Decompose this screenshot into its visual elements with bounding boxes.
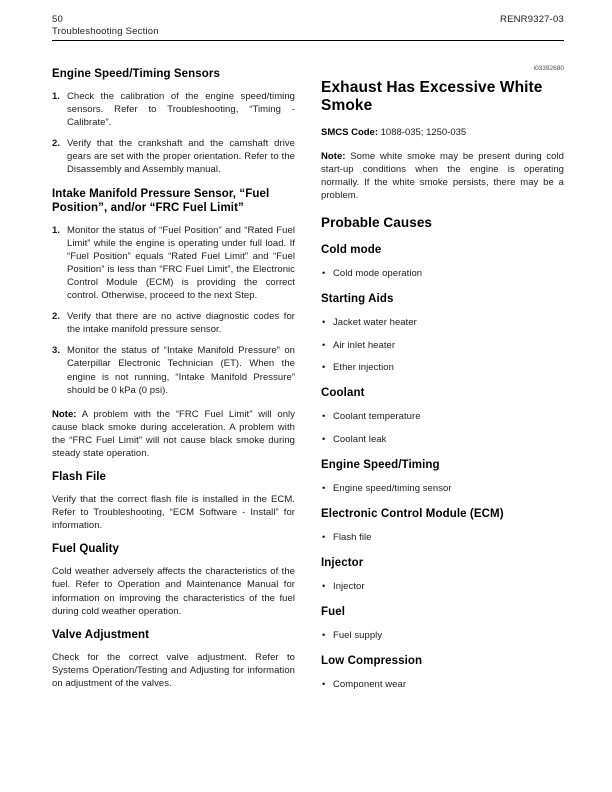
cause-group-heading-fuel: Fuel [321,605,346,618]
cause-item-text: Component wear [333,678,407,690]
section-heading-engine-speed-timing-sensors: Engine Speed/Timing Sensors [52,68,220,80]
cause-item-text: Coolant leak [333,433,387,445]
section-body-fuel-quality: Cold weather adversely affects the characteristics of the fuel. Refer to Operation and Maintenance Manual for information on improving the characteristics of the fuel during cold weather operation. [52,566,295,617]
cause-group-heading-injector: Injector [321,556,364,569]
right-column [321,58,564,698]
page-number: 50 [52,14,63,25]
note-text: Some white smoke may be present during cold start-up conditions when the engine is operating normally. If the white smoke persists, there may be a problem. [321,151,564,202]
numbered-step [52,224,295,303]
cause-group-heading-coolant: Coolant [321,387,365,400]
cause-group-heading-engine-speed-timing: Engine Speed/Timing [321,458,440,471]
bullet-icon: • [322,339,326,351]
section-body-valve-adjustment: Check for the correct valve adjustment. Refer to Systems Operation/Testing and Adjusting for information on adjustment of the valves. [52,651,295,689]
list-item [321,482,564,495]
step-text: Verify that the crankshaft and the camshaft drive gears are set with the proper orientation. Refer to the Disassembly and Assembly manual. [67,138,295,176]
left-column [52,58,295,698]
list-item [321,629,564,642]
list-item [321,580,564,593]
step-number: 2. [52,311,61,323]
list-item [321,433,564,446]
bullet-icon: • [322,629,326,641]
smcs-code-value: 1088-035; 1250-035 [380,127,467,138]
bullet-icon: • [322,362,326,374]
note-text: A problem with the “FRC Fuel Limit” will only cause black smoke during acceleration. A problem with the “FRC Fuel Limit” will not cause black smoke during steady state operation. [52,408,296,459]
section-heading-flash-file: Flash File [52,471,107,484]
cause-item-text: Cold mode operation [333,268,423,280]
bullet-icon: • [322,411,326,423]
list-item [321,410,564,423]
step-text: Monitor the status of “Fuel Position” and “Rated Fuel Limit” while the engine is operating under full load. If “Fuel Position” equals “Rated Fuel Limit” and “Fuel Position” is less than “FRC Fuel Limit”, the Electronic Control Module (ECM) is providing the correct control. Otherwise, proceed to the next Step. [67,224,295,302]
note-paragraph [321,150,564,202]
note-label: Note: [52,408,77,420]
list-item [321,361,564,374]
step-number: 1. [52,224,61,236]
section-heading-valve-adjustment: Valve Adjustment [52,628,150,641]
step-number: 1. [52,91,61,102]
cause-group-heading-ecm: Electronic Control Module (ECM) [321,507,504,520]
bullet-icon: • [322,580,326,592]
step-text: Verify that there are no active diagnostic codes for the intake manifold pressure sensor. [67,311,295,336]
bullet-icon: • [322,268,326,280]
revision-id: i03392680 [533,65,564,72]
list-item [321,339,564,352]
document-code: RENR9327-03 [500,14,564,25]
list-item [321,678,564,691]
cause-group-heading-starting-aids: Starting Aids [321,293,394,306]
smcs-code-label: SMCS Code: [321,127,378,138]
smcs-code [321,126,564,139]
numbered-step [52,310,295,336]
list-item [321,316,564,329]
note-label: Note: [321,151,346,162]
note-paragraph [52,408,295,460]
cause-item-text: Air inlet heater [333,339,396,351]
bullet-icon: • [322,482,326,494]
cause-item-text: Fuel supply [333,629,383,641]
bullet-icon: • [322,433,326,445]
bullet-icon: • [322,531,326,543]
bullet-icon: • [322,317,326,329]
probable-causes-heading: Probable Causes [321,215,433,231]
cause-item-text: Ether injection [333,362,394,374]
page-body [52,58,564,698]
topic-title: Exhaust Has Excessive White Smoke [321,79,543,114]
step-text: Monitor the status of “Intake Manifold Pressure” on Caterpillar Electronic Technician (ET). When the engine is not running, “Intake Manifold Pressure” should be 0 kPa (0 psi). [67,345,295,396]
list-item [321,531,564,544]
cause-item-text: Jacket water heater [333,317,417,329]
cause-item-text: Coolant temperature [333,411,421,423]
list-item [321,267,564,280]
bullet-icon: • [322,678,326,690]
numbered-step [52,137,295,176]
section-body-flash-file: Verify that the correct flash file is installed in the ECM. Refer to Troubleshooting, “ECM Software - Install” for information. [52,494,295,532]
header-section-title: Troubleshooting Section [52,26,159,37]
cause-group-heading-low-compression: Low Compression [321,654,423,667]
section-heading-fuel-quality: Fuel Quality [52,543,120,556]
numbered-step [52,344,295,396]
cause-group-heading-cold-mode: Cold mode [321,244,382,257]
numbered-step [52,90,295,129]
cause-item-text: Injector [333,580,365,592]
page-header [52,14,564,41]
section-heading-intake-manifold-pressure-sensor: Intake Manifold Pressure Sensor, “Fuel Position”, and/or “FRC Fuel Limit” [52,187,270,214]
step-text: Check the calibration of the engine speed/timing sensors. Refer to Troubleshooting, “Timing - Calibrate”. [67,91,295,129]
cause-item-text: Flash file [333,531,372,543]
cause-item-text: Engine speed/timing sensor [333,482,452,494]
step-number: 3. [52,345,61,357]
step-number: 2. [52,138,61,150]
